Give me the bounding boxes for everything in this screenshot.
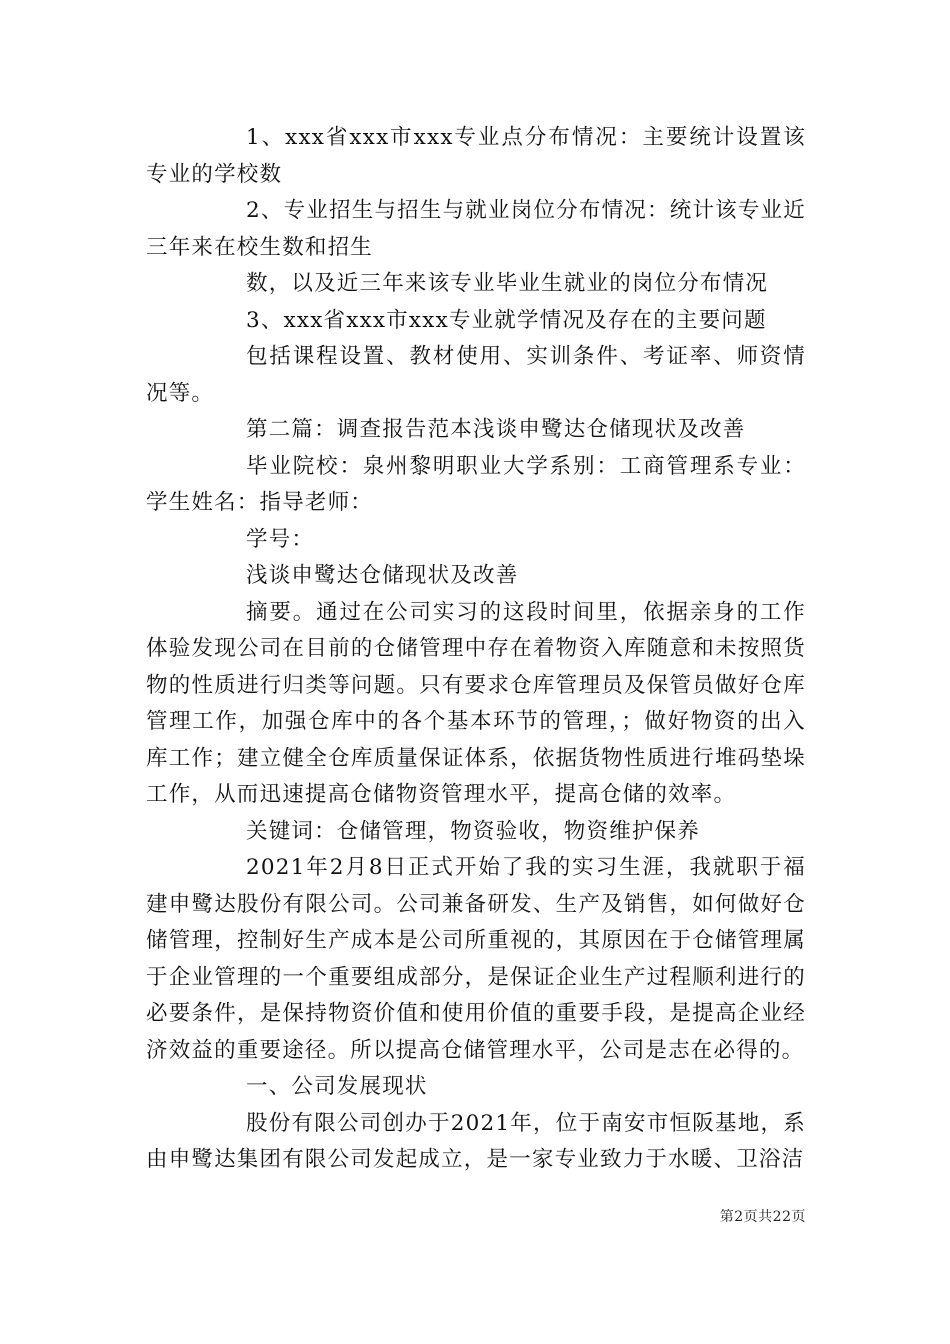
paragraph-13-heading: 一、公司发展现状 <box>246 1074 428 1099</box>
paragraph-12-intro: 2021年2月8日正式开始了我的实习生涯，我就职于福建申鹭达股份有限公司。公司兼备研发、生产及销售，如何做好仓储管理，控制好生产成本是公司所重视的，其原因在于仓储管理属于企业管理的一个重要组成部分，是保证企业生产过程顺利进行的必要条件，是保持物资价值和使用价值的重要手段，是提高企业经济效益的重要途径。所以提高仓储管理水平，公司是志在必得的。 <box>146 855 806 1063</box>
paragraph-3: 数，以及近三年来该专业毕业生就业的岗位分布情况 <box>246 271 769 296</box>
paragraph-11-keywords: 关键词：仓储管理，物资验收，物资维护保养 <box>246 818 701 844</box>
paragraph-10-abstract: 摘要。通过在公司实习的这段时间里，依据亲身的工作体验发现公司在目前的仓储管理中存在着物资入库随意和未按照货物的性质进行归类等问题。只有要求仓库管理员及保管员做好仓库管理工作，加强仓库中的各个基本环节的管理，；做好物资的出入库工作；建立健全仓库质量保证体系，依据货物性质进行堆码垫垛工作，从而迅速提高仓储物资管理水平，提高仓储的效率。 <box>146 599 806 807</box>
paragraph-7-author-info: 毕业院校：泉州黎明职业大学系别：工商管理系专业：学生姓名：指导老师： <box>146 453 806 515</box>
page-number: 第2页共22页 <box>719 1209 806 1225</box>
paragraph-2: 2、专业招生与招生与就业岗位分布情况：统计该专业近三年来在校生数和招生 <box>146 198 806 260</box>
paragraph-1: 1、xxx省xxx市xxx专业点分布情况：主要统计设置该专业的学校数 <box>146 125 806 187</box>
paragraph-9-article-title: 浅谈申鹭达仓储现状及改善 <box>246 563 519 588</box>
paragraph-5: 包括课程设置、教材使用、实训条件、考证率、师资情况等。 <box>146 344 806 406</box>
paragraph-14-company: 股份有限公司创办于2021年，位于南安市恒阪基地，系由申鹭达集团有限公司发起成立，是一家专业致力于水暖、卫浴洁 <box>146 1110 806 1172</box>
paragraph-4: 3、xxx省xxx市xxx专业就学情况及存在的主要问题 <box>246 307 767 333</box>
paragraph-6-section-title: 第二篇：调查报告范本浅谈申鹭达仓储现状及改善 <box>246 417 746 442</box>
paragraph-8-student-id: 学号： <box>246 526 315 552</box>
document-body <box>146 120 806 1179</box>
